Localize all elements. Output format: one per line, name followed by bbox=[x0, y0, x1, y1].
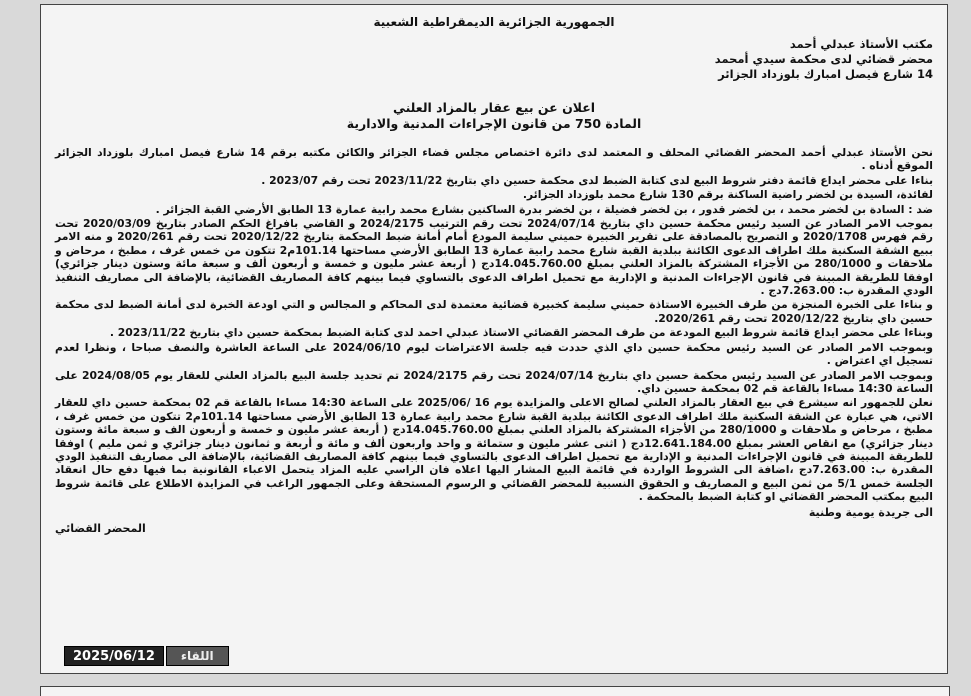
office-address: 14 شارع فيصل امبارك بلوزداد الجزائر bbox=[718, 67, 933, 81]
office-block bbox=[55, 37, 933, 82]
body-paragraph: نحن الأستاذ عبدلي أحمد المحضر القضائي المحلف و المعتمد لدى دائرة اختصاص مجلس قضاء الجزائر والكائن مكتبه برقم 14 شارع فيصل امبارك بلوزداد الجزائر الموقع أدناه . bbox=[55, 146, 933, 173]
body-paragraph: و بناءا على الخبرة المنجزة من طرف الخبيرة الاستاذة حميني سليمة كخبيرة قضائية معتمدة لدى المحاكم و المجالس و التي اودعة الخبرة لدى أمانة الضبط لدى محكمة حسين داي بتاريخ 2020/12/22 تحت رقم 2020/261. bbox=[55, 298, 933, 325]
office-name: مكتب الأستاذ عبدلي أحمد bbox=[789, 37, 933, 51]
closing-row bbox=[55, 506, 933, 520]
announcement-heading bbox=[55, 100, 933, 132]
body-paragraph: وبموجب الامر الصادر عن السيد رئيس محكمة حسين داي الذي حددت فيه جلسة الاعتراضات ليوم 2024/06/10 على الساعة العاشرة والنصف صباحا ، ونظرا لعدم تسجيل اي اعتراض . bbox=[55, 340, 934, 368]
announcement-body bbox=[55, 146, 933, 504]
body-paragraph: وبناءا على محضر ايداع قائمة شروط البيع المودعة من طرف المحضر القضائي الاستاذ عبدلي احمد لدى كتابة الضبط بمحكمة حسين داي بتاريخ 2023/11/22 . bbox=[109, 326, 933, 340]
announcement-subtitle: المادة 750 من قانون الإجراءات المدنية والادارية bbox=[346, 116, 642, 131]
signature-label: المحضر القضائي bbox=[55, 521, 146, 535]
body-paragraph: وبموجب الامر الصادر عن السيد رئيس محكمة حسين داي بتاريخ 2024/07/14 تحت رقم 2024/2175 تم تحديد جلسة البيع بالمزاد العلني للعقار يوم 2024/08/05 على الساعة 14:30 مساءا بالقاعة قم 02 بمحكمة حسين داي. bbox=[55, 368, 933, 395]
body-paragraph: ضد : السادة بن لخضر محمد ، بن لخضر قدور ، بن لخضر فضيلة ، بن لخضر بدرة الساكنين بشارع محمد رابية عمارة 13 الطابق الأرضي القبة الجزائر . bbox=[155, 202, 933, 216]
publication-footer bbox=[64, 646, 229, 666]
body-paragraph: بناءا على محضر ايداع قائمة دفتر شروط البيع لدى كتابة الضبط لدى محكمة حسين داي بتاريخ 2023/11/22 تحت رقم 2023/07 . bbox=[261, 173, 933, 187]
newspaper-name: اللقاء bbox=[166, 646, 229, 666]
announcement-title: اعلان عن بيع عقار بالمزاد العلني bbox=[392, 100, 596, 115]
newspaper-line: الى جريدة يومية وطنية bbox=[808, 505, 933, 519]
office-title: محضر قضائي لدى محكمة سيدي أمحمد bbox=[714, 52, 933, 66]
body-paragraph: نعلن للجمهور انه سيشرع في بيع العقار بالمزاد العلني لصالح الاعلى والمزايدة يوم 16 /2025/06 على الساعة 14:30 مساءا بالقاعة قم 02 بمحكمة حسين داي للعقار الاتي، هي عبارة عن الشقة السكنية ملك اطراف الدعوى الكائنة ببلدية القبة شارع محمد رابية عمارة 13 الطابق الأرضي مساحتها 101.14م2 تتكون من خمس غرف ، مطبخ ، مرحاض و ملاحقات و 280/1000 من الأجزاء المشتركة بالمزاد العلني بمبلغ 14.045.760.00دج ( أربعة عشر مليون و خمسة و أربعون الف و سبعة مائة وستون دينار جزائري) مع انقاص العشر بمبلغ 12.641.184.00دج ( اثنى عشر مليون و ستمائة و واحد واربعون ألف و مائة و أربعة و ثمانون دينار جزائري و ثمن مليم ) اوفقا للطريقة المبينة في قانون الإجراءات المدنية و الإدارية مع تحميل اطراف الدعوى بالتساوي فيما بينهم كافة المصاريف القضائية، بالإضافة الى مصاريف التنفيذ الودي المقدرة ب: 7.263.00دج ،اضافة الى الشروط الواردة في قائمة البيع المشار اليها اعلاه فان الراسي عليه المزاد يتحمل الاعباء القانونية بما فيها دفع حال انعقاد الجلسة خمس 5/1 من ثمن البيع و المصاريف و الحقوق النسبية للمحضر القضائي و الرسوم المستحقة وعلى الجمهور الراغب في المزايدة الاطلاع على قائمة شروط البيع بمكتب المحضر القضائي او كتابة الضبط بالمحكمة . bbox=[55, 396, 934, 504]
body-paragraph: لفائدة، السيدة بن لخضر راضية الساكنة برقم 130 شارع محمد بلوزداد الجزائر. bbox=[522, 188, 933, 202]
body-paragraph: بموجب الامر الصادر عن السيد رئيس محكمة حسين داي بتاريخ 2024/07/14 تحت رقم الترتيب 2024/2175 و القاضي بافراغ الحكم الصادر بتاريخ 2020/03/09 تحت رقم فهرس 2020/1708 و التصريح بالمصادقة على تقرير الخبيرة حميني سليمة المودع أمام أمانة ضبط المحكمة بتاريخ 2020/12/22 تحت رقم 2020/261 و منه الامر ببيع الشقة السكنية ملك اطراف الدعوى الكائنة ببلدية القبة شارع محمد رابية عمارة 13 الطابق الأرضي مساحتها 101.14م2 تتكون من خمس غرف ، مطبخ ، مرحاض و ملاحقات و 280/1000 من الأجزاء المشتركة بالمزاد العلني بمبلغ 14.045.760.00دج ( أربعة عشر مليون و خمسة و أربعون ألف و سبعة مائة وستون دينار جزائري) اوفقا للطريقة المبينة في قانون الإجراءات المدنية و الإدارية مع تحميل اطراف الدعوى بالتساوي فيما بينهم كافة المصاريف القضائية، بالإضافة الى مصاريف التنفيذ الودي المقدرة ب: 7.263.00دج . bbox=[55, 217, 934, 298]
signature-row bbox=[55, 522, 933, 536]
publication-date: 2025/06/12 bbox=[64, 646, 164, 666]
document-page bbox=[40, 4, 948, 674]
republic-heading: الجمهورية الجزائرية الديمقراطية الشعبية bbox=[373, 15, 615, 29]
document-content bbox=[41, 5, 947, 536]
